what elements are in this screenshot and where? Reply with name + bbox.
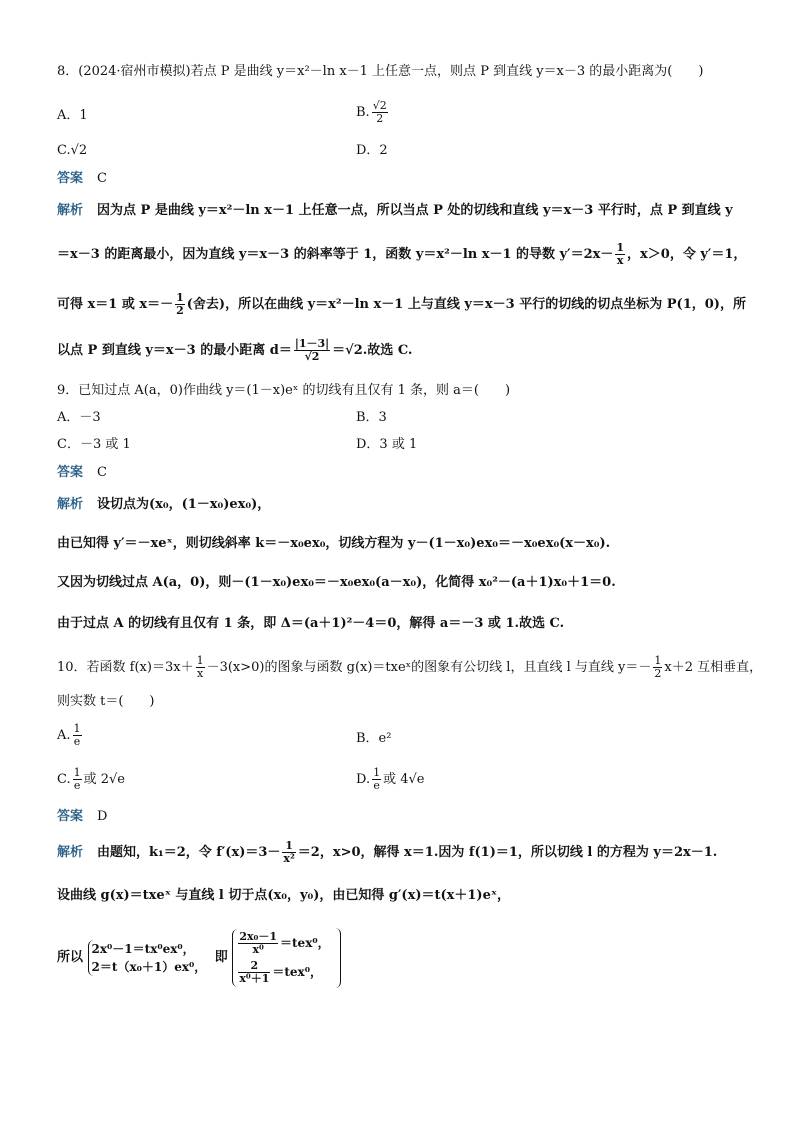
- q10-option-c-suffix: 或 2√e: [83, 772, 126, 787]
- q8-analysis-text4a: 以点 P 到直线 y＝x－3 的最小距离 d＝: [57, 343, 292, 358]
- q8-analysis-text4b: ＝√2.故选 C.: [332, 343, 413, 358]
- q8-option-d: D．2: [356, 143, 388, 158]
- q10-option-c-num: 1: [73, 766, 81, 779]
- q10-system2-row1-den: x⁰: [252, 943, 264, 956]
- q8-answer-label: 答案: [57, 171, 84, 186]
- q8-answer: [57, 171, 107, 187]
- q10-option-a-prefix: A.: [57, 728, 71, 743]
- q10-analysis-line1: [57, 840, 717, 865]
- q10-stem-frac1-num: 1: [196, 654, 204, 667]
- q10-analysis-frac1-den: x²: [283, 852, 295, 865]
- q10-option-a-den: e: [73, 735, 81, 748]
- q10-answer-label: 答案: [57, 809, 84, 824]
- q10-option-d-prefix: D.: [356, 772, 371, 787]
- q9-analysis-text1: 设切点为(x₀，(1－x₀)ex₀)，: [97, 497, 271, 512]
- q10-option-d: [356, 767, 424, 792]
- q9-answer-label: 答案: [57, 465, 84, 480]
- q10-stem-line2: 则实数 t＝( ): [57, 694, 155, 709]
- q8-analysis-text2b: ，x＞0，令 y′＝1，: [627, 247, 747, 262]
- q8-analysis-text2a: ＝x－3 的距离最小，因为直线 y＝x－3 的斜率等于 1，函数 y＝x²－ln x－1 的导数 y′＝2x－: [57, 247, 614, 262]
- q10-system2-row2-rhs: ＝tex⁰，: [272, 965, 322, 979]
- q10-system2-row1: [236, 929, 329, 958]
- q9-option-b: B．3: [356, 410, 387, 425]
- q9-answer: [57, 465, 107, 481]
- q10-system2-right-brace: [334, 928, 341, 988]
- q10-stem-line1: [57, 655, 762, 680]
- q10-system2-row1-rhs: ＝tex⁰，: [280, 936, 330, 950]
- q8-analysis-line1: [57, 203, 733, 219]
- q10-analysis-line3: [57, 928, 341, 988]
- q10-stem-frac2-num: 1: [654, 654, 662, 667]
- q8-analysis-frac4: [294, 338, 330, 363]
- q8-option-c: C.√2: [57, 143, 88, 158]
- q10-option-c: [57, 767, 125, 792]
- q10-system2-row1-num: 2x₀－1: [239, 930, 278, 943]
- q10-stem-frac2: [653, 655, 662, 680]
- q8-analysis-text3b: (舍去)，所以在曲线 y＝x²－ln x－1 上与直线 y＝x－3 平行的切线的切点坐标为 P(1，0)，所: [186, 297, 746, 312]
- q8-frac2-den: x: [616, 254, 624, 267]
- q10-analysis-label: 解析: [57, 845, 84, 860]
- q8-frac4-den: √2: [304, 350, 320, 363]
- q10-analysis-mid3: 即: [214, 950, 228, 965]
- q8-option-b-fraction: [372, 100, 388, 125]
- q10-option-d-num: 1: [373, 766, 381, 779]
- q9-stem: 9．已知过点 A(a，0)作曲线 y＝(1－x)eˣ 的切线有且仅有 1 条，则 a＝( ): [57, 383, 511, 398]
- q10-option-c-frac: [73, 767, 82, 792]
- q10-system2-row2-den: x⁰＋1: [239, 972, 270, 985]
- q8-option-b-prefix: B.: [356, 105, 370, 120]
- q8-analysis-frac2: [615, 242, 625, 267]
- q10-system1: [88, 940, 207, 976]
- q8-option-a: A．1: [57, 108, 88, 123]
- q9-analysis-line3: 又因为切线过点 A(a，0)，则－(1－x₀)ex₀＝－x₀ex₀(a－x₀)，化简得 x₀²－(a＋1)x₀＋1＝0.: [57, 575, 616, 590]
- q8-option-b: [356, 100, 390, 125]
- q10-option-a: [57, 723, 84, 748]
- q8-stem: 8．(2024·宿州市模拟)若点 P 是曲线 y＝x²－ln x－1 上任意一点，则点 P 到直线 y＝x－3 的最小距离为( ): [57, 64, 704, 79]
- q8-frac4-num: |1－3|: [294, 337, 330, 350]
- q10-system2-row2: [236, 958, 329, 987]
- q9-analysis-line1: [57, 497, 270, 513]
- q10-stem-frac1-den: x: [196, 667, 204, 680]
- q10-stem-a: 10．若函数 f(x)＝3x＋: [57, 660, 194, 675]
- q8-analysis-line4: [57, 338, 412, 363]
- q8-option-b-num: √2: [372, 99, 387, 112]
- q8-option-b-den: 2: [376, 112, 384, 125]
- q9-option-a: A．－3: [57, 410, 101, 425]
- q10-option-d-den: e: [373, 779, 380, 792]
- q10-stem-frac1: [196, 655, 205, 680]
- q10-stem-frac2-den: 2: [654, 667, 662, 680]
- q10-analysis-text1b: ＝2，x>0，解得 x＝1.因为 f(1)＝1，所以切线 l 的方程为 y＝2x－1.: [297, 845, 718, 860]
- q10-analysis-frac1: [282, 840, 295, 865]
- q10-system1-row2: 2＝t（x₀＋1）ex⁰，: [91, 960, 207, 974]
- q10-analysis-prefix3: 所以: [57, 950, 84, 965]
- q10-analysis-text1a: 由题知，k₁＝2，令 f′(x)＝3－: [97, 845, 281, 860]
- q8-frac3-num: 1: [176, 291, 184, 304]
- q10-analysis-frac1-num: 1: [282, 840, 295, 853]
- q10-stem-b: －3(x>0)的图象与函数 g(x)＝txeˣ的图象有公切线 l，且直线 l 与直线 y＝－: [206, 660, 652, 675]
- q10-analysis-line2: 设曲线 g(x)＝txeˣ 与直线 l 切于点(x₀，y₀)，由已知得 g′(x)＝t(x＋1)eˣ，: [57, 888, 511, 903]
- q9-analysis-label: 解析: [57, 497, 84, 512]
- q8-answer-value: C: [97, 171, 107, 186]
- q10-answer-value: D: [97, 809, 108, 824]
- q8-frac2-num: 1: [616, 241, 625, 254]
- q8-analysis-line2: [57, 242, 746, 267]
- q9-analysis-line2: 由已知得 y′＝－xeˣ，则切线斜率 k＝－x₀ex₀，切线方程为 y－(1－x₀)ex₀＝－x₀ex₀(x－x₀).: [57, 536, 611, 551]
- q10-option-d-suffix: 或 4√e: [383, 772, 425, 787]
- q10-system2-row2-frac: [238, 960, 270, 985]
- q8-frac3-den: 2: [176, 304, 184, 317]
- q8-analysis-frac3: [175, 292, 185, 317]
- q10-option-c-prefix: C.: [57, 772, 71, 787]
- q10-option-a-frac: [73, 723, 82, 748]
- q10-option-a-num: 1: [73, 722, 81, 735]
- q10-answer: [57, 809, 107, 825]
- q10-system2: [232, 929, 329, 987]
- q10-option-d-frac: [372, 767, 381, 792]
- q8-analysis-line3: [57, 292, 746, 317]
- q9-option-d: D．3 或 1: [356, 437, 418, 452]
- q9-option-c: C．－3 或 1: [57, 437, 131, 452]
- q8-analysis-text1: 因为点 P 是曲线 y＝x²－ln x－1 上任意一点，所以当点 P 处的切线和直线 y＝x－3 平行时，点 P 到直线 y: [97, 203, 733, 218]
- q8-analysis-text3a: 可得 x＝1 或 x＝－: [57, 297, 174, 312]
- q9-answer-value: C: [97, 465, 107, 480]
- q10-system2-row2-num: 2: [238, 960, 270, 973]
- q10-stem-c: x＋2 互相垂直，: [664, 660, 763, 675]
- q10-system1-row1: 2x⁰－1＝tx⁰ex⁰，: [91, 942, 195, 956]
- q10-option-c-den: e: [73, 779, 81, 792]
- q9-analysis-line4: 由于过点 A 的切线有且仅有 1 条，即 Δ＝(a＋1)²－4＝0，解得 a＝－3 或 1.故选 C.: [57, 616, 565, 631]
- q10-option-b: B．e²: [356, 731, 392, 746]
- q8-analysis-label: 解析: [57, 203, 84, 218]
- q10-system2-row1-frac: [238, 931, 278, 956]
